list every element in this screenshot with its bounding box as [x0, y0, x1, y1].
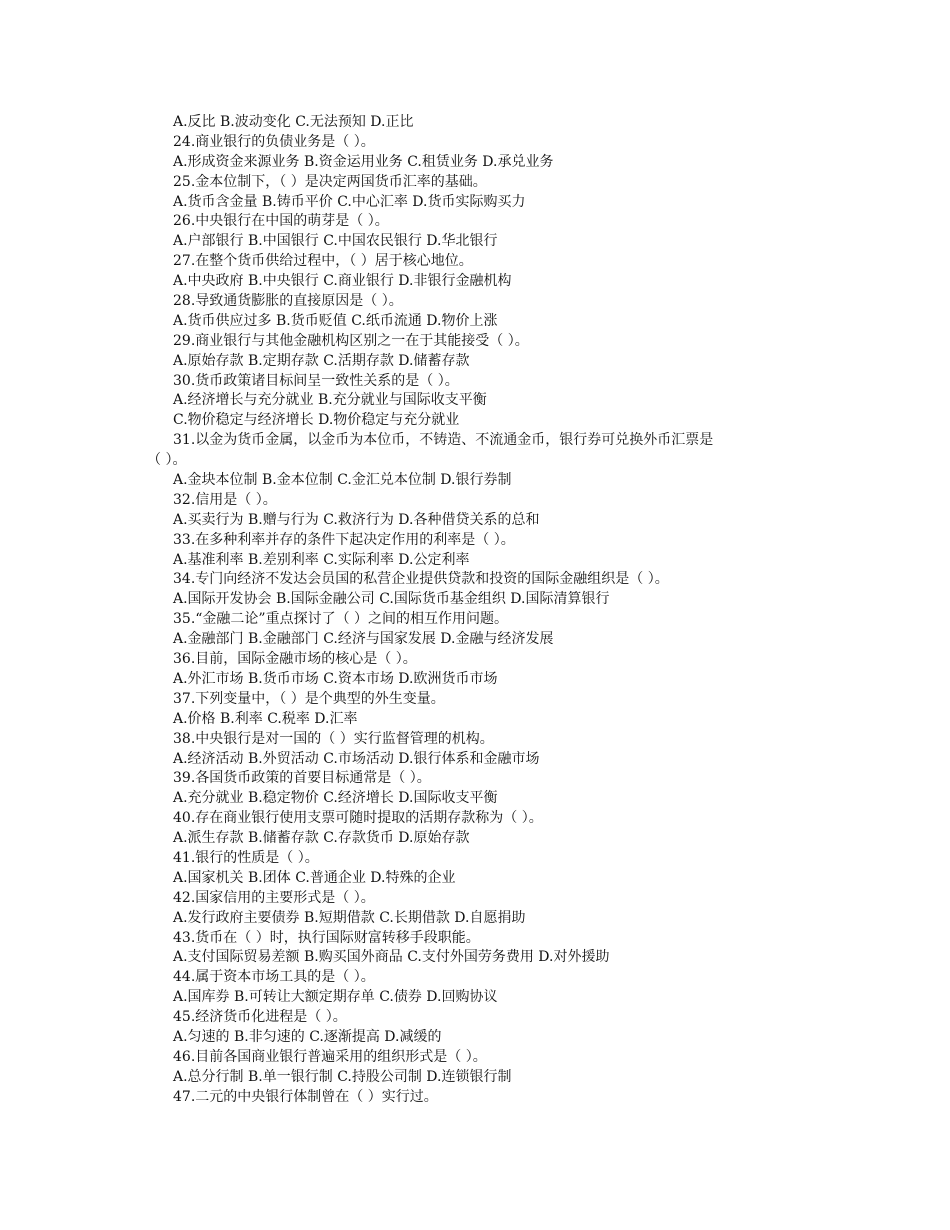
text-line: 36.目前，国际金融市场的核心是（ ）。	[173, 651, 417, 668]
text-line: 26.中央银行在中国的萌芽是（ ）。	[173, 213, 389, 230]
text-line: 34.专门向经济不发达会员国的私营企业提供贷款和投资的国际金融组织是（ ）。	[173, 571, 669, 588]
text-line: 27.在整个货币供给过程中，（ ）居于核心地位。	[173, 253, 473, 270]
question-list	[147, 113, 807, 1108]
text-line: A.支付国际贸易差额 B.购买国外商品 C.支付外国劳务费用 D.对外援助	[173, 949, 610, 966]
text-line: 30.货币政策诸目标间呈一致性关系的是（ ）。	[173, 372, 459, 389]
text-line: 46.目前各国商业银行普遍采用的组织形式是（ ）。	[173, 1048, 487, 1065]
text-line-continuation: （ ）。	[147, 452, 187, 469]
text-line: 28.导致通货膨胀的直接原因是（ ）。	[173, 293, 403, 310]
text-line: A.匀速的 B.非匀速的 C.逐渐提高 D.减缓的	[173, 1028, 442, 1045]
text-line: 33.在多种利率并存的条件下起决定作用的利率是（ ）。	[173, 531, 515, 548]
text-line: 25.金本位制下，（ ）是决定两国货币汇率的基础。	[173, 173, 487, 190]
text-line: 39.各国货币政策的首要目标通常是（ ）。	[173, 770, 431, 787]
text-line: A.金块本位制 B.金本位制 C.金汇兑本位制 D.银行券制	[173, 472, 512, 489]
text-line: A.形成资金来源业务 B.资金运用业务 C.租赁业务 D.承兑业务	[173, 153, 554, 170]
text-line: A.基准利率 B.差别利率 C.实际利率 D.公定利率	[173, 551, 470, 568]
text-line: A.原始存款 B.定期存款 C.活期存款 D.储蓄存款	[173, 352, 470, 369]
text-line: A.国库券 B.可转让大额定期存单 C.债券 D.回购协议	[173, 989, 498, 1006]
text-line: A.发行政府主要债券 B.短期借款 C.长期借款 D.自愿捐助	[173, 909, 526, 926]
text-line: 38.中央银行是对一国的（ ）实行监督管理的机构。	[173, 730, 494, 747]
text-line: 32.信用是（ ）。	[173, 491, 277, 508]
text-line: A.派生存款 B.储蓄存款 C.存款货币 D.原始存款	[173, 830, 470, 847]
text-line: A.货币含金量 B.铸币平价 C.中心汇率 D.货币实际购买力	[173, 193, 526, 210]
text-line: 41.银行的性质是（ ）。	[173, 849, 319, 866]
text-line: 37.下列变量中，（ ）是个典型的外生变量。	[173, 690, 445, 707]
text-line: A.总分行制 B.单一银行制 C.持股公司制 D.连锁银行制	[173, 1068, 512, 1085]
text-line: 42.国家信用的主要形式是（ ）。	[173, 889, 375, 906]
text-line: A.经济增长与充分就业 B.充分就业与国际收支平衡	[173, 392, 487, 409]
text-line: A.充分就业 B.稳定物价 C.经济增长 D.国际收支平衡	[173, 790, 498, 807]
text-line: 45.经济货币化进程是（ ）。	[173, 1009, 347, 1026]
text-line: C.物价稳定与经济增长 D.物价稳定与充分就业	[173, 412, 460, 429]
text-line: A.外汇市场 B.货币市场 C.资本市场 D.欧洲货币市场	[173, 670, 498, 687]
text-line: 29.商业银行与其他金融机构区别之一在于其能接受（ ）。	[173, 332, 529, 349]
text-line: A.货币供应过多 B.货币贬值 C.纸币流通 D.物价上涨	[173, 312, 498, 329]
text-line: 24.商业银行的负债业务是（ ）。	[173, 133, 375, 150]
text-line: A.国际开发协会 B.国际金融公司 C.国际货币基金组织 D.国际清算银行	[173, 591, 610, 608]
text-line: A.反比 B.波动变化 C.无法预知 D.正比	[173, 114, 414, 130]
text-line: 44.属于资本市场工具的是（ ）。	[173, 969, 375, 986]
text-line: 47.二元的中央银行体制曾在（ ）实行过。	[173, 1088, 438, 1105]
text-line: A.价格 B.利率 C.税率 D.汇率	[173, 710, 358, 727]
text-line: A.户部银行 B.中国银行 C.中国农民银行 D.华北银行	[173, 233, 498, 250]
text-line: A.金融部门 B.金融部门 C.经济与国家发展 D.金融与经济发展	[173, 631, 554, 648]
text-line: A.买卖行为 B.赠与行为 C.救济行为 D.各种借贷关系的总和	[173, 511, 540, 528]
text-line: A.中央政府 B.中央银行 C.商业银行 D.非银行金融机构	[173, 273, 512, 290]
text-line: 43.货币在（ ）时，执行国际财富转移手段职能。	[173, 929, 480, 946]
text-line: A.经济活动 B.外贸活动 C.市场活动 D.银行体系和金融市场	[173, 750, 540, 767]
text-line: 40.存在商业银行使用支票可随时提取的活期存款称为（ ）。	[173, 810, 543, 827]
text-line: 35.“金融二论”重点探讨了（ ）之间的相互作用问题。	[173, 611, 509, 628]
text-line: A.国家机关 B.团体 C.普通企业 D.特殊的企业	[173, 869, 456, 886]
text-line: 31.以金为货币金属，以金币为本位币，不铸造、不流通金币，银行券可兑换外币汇票是	[173, 432, 714, 449]
